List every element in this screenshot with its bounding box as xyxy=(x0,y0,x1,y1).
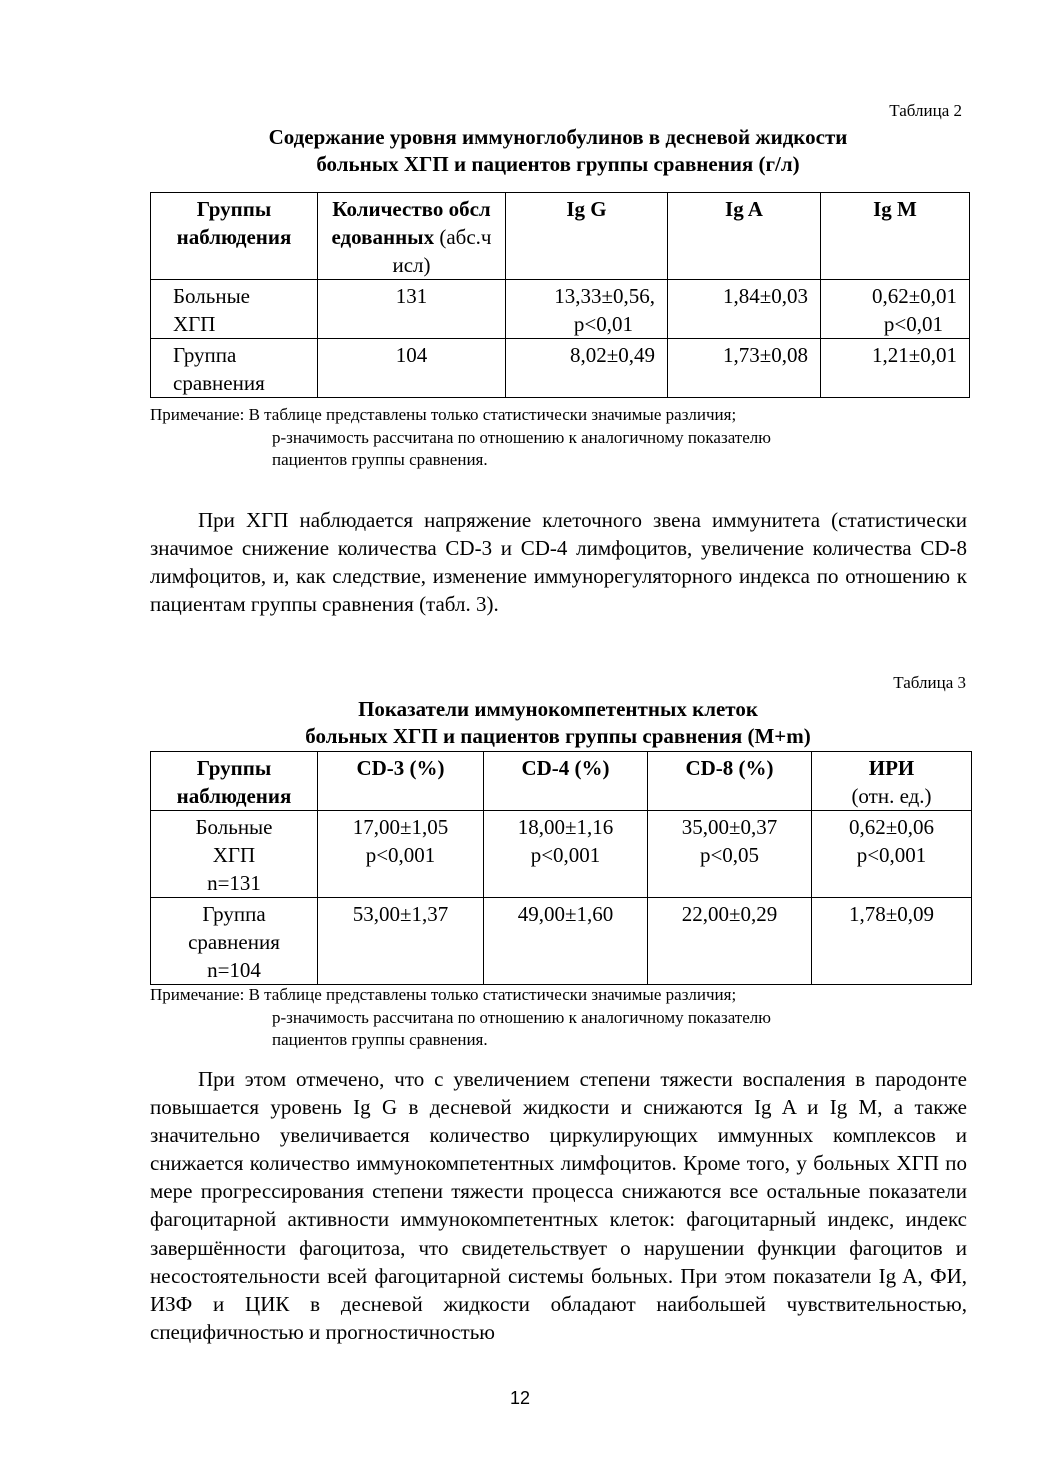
table3-row2-group: Группа сравнения n=104 xyxy=(151,898,318,985)
table3-title xyxy=(150,696,966,750)
table3-title-line2: больных ХГП и пациентов группы сравнения (M+m) xyxy=(305,724,811,748)
table3-label: Таблица 3 xyxy=(893,673,966,692)
table-row xyxy=(151,339,970,398)
table-row xyxy=(151,898,972,985)
table3-row1-cd8: 35,00±0,37 p<0,05 xyxy=(648,811,812,898)
table3-row2-cd8: 22,00±0,29 xyxy=(648,898,812,985)
table2-row1-group: Больные ХГП xyxy=(151,280,318,339)
table2-header-row xyxy=(151,193,970,280)
table2-header-count: Количество обследованных (абс.числ) xyxy=(318,193,506,280)
table3-note xyxy=(150,984,970,1052)
table2-row2-iga: 1,73±0,08 xyxy=(668,339,821,398)
table3-row2-cd3: 53,00±1,37 xyxy=(318,898,484,985)
table2-header-group: Группы наблюдения xyxy=(151,193,318,280)
table3-header-cd3: CD-3 (%) xyxy=(318,752,484,811)
table3-header-iri: ИРИ (отн. ед.) xyxy=(812,752,972,811)
table2-title-line1: Содержание уровня иммуноглобулинов в десневой жидкости xyxy=(268,125,848,149)
table3-row1-iri: 0,62±0,06 p<0,001 xyxy=(812,811,972,898)
table2-row1-count: 131 xyxy=(318,280,506,339)
paragraph-2: При этом отмечено, что с увеличением степени тяжести воспаления в пародонте повышается уровень Ig G в десневой жидкости и снижаются Ig A и Ig M, а также значительно увеличивается количество циркулирующих иммунных комплексов и снижается количество иммунокомпетентных лимфоцитов. Кроме того, у больных ХГП по мере прогрессирования степени тяжести процесса снижаются все остальные показатели фагоцитарной активности иммунокомпетентных клеток: фагоцитарный индекс, индекс завершённости фагоцитоза, что свидетельствует о нарушении функции фагоцитов и несостоятельности всей фагоцитарной системы больных. При этом показатели Ig A, ФИ, ИЗФ и ЦИК в десневой жидкости обладают наибольшей чувствительностью, специфичностью и прогностичностью xyxy=(150,1067,967,1344)
table3-header-group: Группы наблюдения xyxy=(151,752,318,811)
table2-header-igm: Ig M xyxy=(821,193,970,280)
table2-row2-count: 104 xyxy=(318,339,506,398)
table2-header-igg: Ig G xyxy=(506,193,668,280)
table2-label: Таблица 2 xyxy=(889,101,962,120)
table3-note-line3: пациентов группы сравнения. xyxy=(272,1030,488,1049)
table2-row1-iga: 1,84±0,03 xyxy=(668,280,821,339)
table2-title-line2: больных ХГП и пациентов группы сравнения (г/л) xyxy=(316,152,800,176)
table-row xyxy=(151,811,972,898)
table2-note-line3: пациентов группы сравнения. xyxy=(272,450,488,469)
table3-title-line1: Показатели иммунокомпетентных клеток xyxy=(358,697,758,721)
table3-header-cd4: CD-4 (%) xyxy=(484,752,648,811)
paragraph-1: При ХГП наблюдается напряжение клеточного звена иммунитета (статистически значимое снижение количества CD-3 и CD-4 лимфоцитов, увеличение количества CD-8 лимфоцитов, и, как следствие, изменение иммунорегуляторного индекса по отношению к пациентам группы сравнения (табл. 3). xyxy=(150,508,967,617)
table2-row1-igg: 13,33±0,56, p<0,01 xyxy=(506,280,668,339)
table2-title xyxy=(150,124,966,178)
table2-note xyxy=(150,404,970,472)
table3-row2-iri: 1,78±0,09 xyxy=(812,898,972,985)
table2-row1-igm: 0,62±0,01 p<0,01 xyxy=(821,280,970,339)
table3-row2-cd4: 49,00±1,60 xyxy=(484,898,648,985)
table2-note-line1: Примечание: В таблице представлены только статистически значимые различия; xyxy=(150,405,737,424)
table2-row2-igm: 1,21±0,01 xyxy=(821,339,970,398)
table3-row1-group: Больные ХГП n=131 xyxy=(151,811,318,898)
table3-note-line2: р-значимость рассчитана по отношению к аналогичному показателю xyxy=(272,1007,771,1027)
page-number: 12 xyxy=(509,1388,531,1408)
table2-header-iga: Ig A xyxy=(668,193,821,280)
table2 xyxy=(150,192,970,398)
table3-row1-cd3: 17,00±1,05 p<0,001 xyxy=(318,811,484,898)
table-row xyxy=(151,280,970,339)
table3-row1-cd4: 18,00±1,16 p<0,001 xyxy=(484,811,648,898)
table2-row2-igg: 8,02±0,49 xyxy=(506,339,668,398)
table3-note-line1: Примечание: В таблице представлены только статистически значимые различия; xyxy=(150,985,737,1004)
table3-header-cd8: CD-8 (%) xyxy=(648,752,812,811)
table3 xyxy=(150,751,972,985)
table2-note-line2: р-значимость рассчитана по отношению к аналогичному показателю xyxy=(272,427,771,447)
table3-header-row xyxy=(151,752,972,811)
table2-row2-group: Группа сравнения xyxy=(151,339,318,398)
